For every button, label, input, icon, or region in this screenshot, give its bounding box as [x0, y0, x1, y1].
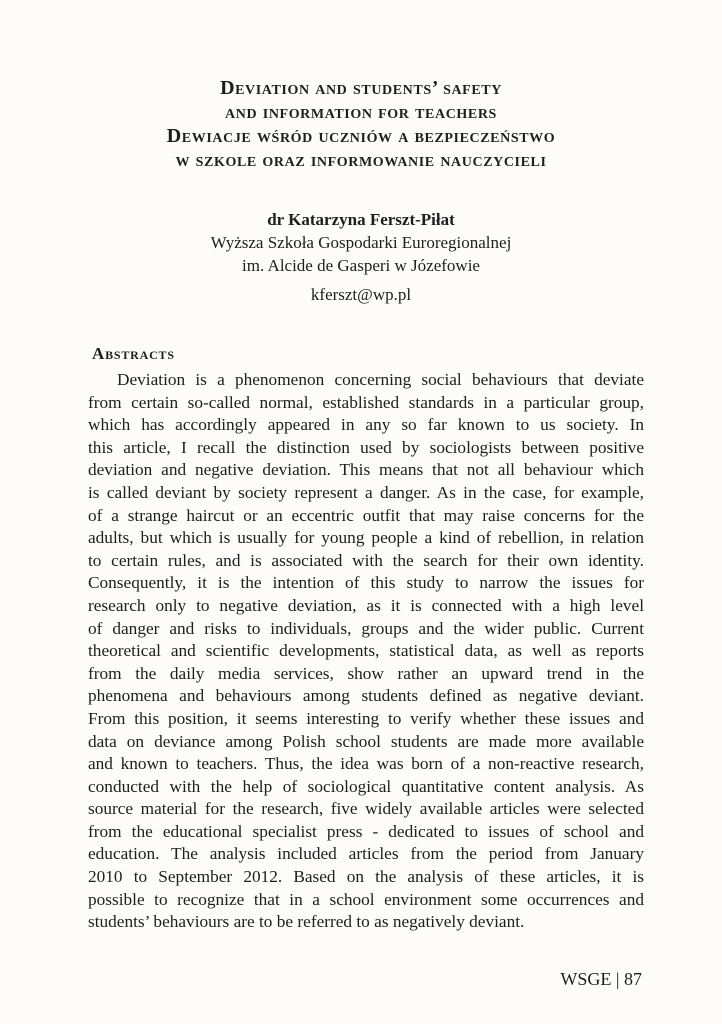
abstract-line: of a strange haircut or an eccentric outfit that may raise concerns for the: [88, 505, 644, 525]
abstract-line: from the educational specialist press - dedicated to issues of school and: [88, 821, 644, 841]
abstract-line: From this position, it seems interesting to verify whether these issues and: [88, 708, 644, 728]
abstract-line: Deviation is a phenomenon concerning social behaviours that deviate: [117, 370, 644, 389]
author-email: kferszt@wp.pl: [310, 285, 412, 304]
abstract-line: conducted with the help of sociological quantitative content analysis. As: [88, 776, 644, 796]
article-title: [60, 76, 662, 172]
affiliation-line-1: Wyższa Szkoła Gospodarki Euroregionalnej: [210, 233, 512, 252]
title-line-english-1: Deviation and students’ safety: [220, 77, 502, 99]
abstract-body: [88, 369, 644, 934]
title-line-polish-1: Dewiacje wśród uczniów a bezpieczeństwo: [166, 125, 556, 147]
affiliation-line-2: im. Alcide de Gasperi w Józefowie: [242, 256, 480, 275]
abstract-line: Consequently, it is the intention of this study to narrow the issues for: [88, 573, 644, 593]
abstract-line: source material for the research, five widely available articles were selected: [88, 799, 644, 819]
title-line-english-2: and information for teachers: [225, 101, 497, 123]
abstract-line: from the daily media services, show rather an upward trend in the: [88, 663, 644, 683]
abstract-line: adults, but which is usually for young people a kind of rebellion, in relation: [88, 528, 644, 548]
author-name: dr Katarzyna Ferszt-Piłat: [267, 210, 455, 229]
abstract-line: is called deviant by society represent a danger. As in the case, for example,: [88, 482, 644, 502]
abstract-line: this article, I recall the distinction used by sociologists between positive: [88, 437, 644, 457]
abstract-line: education. The analysis included articles from the period from January: [88, 844, 644, 864]
abstract-line: 2010 to September 2012. Based on the analysis of these articles, it is: [88, 867, 644, 887]
title-line-polish-2: w szkole oraz informowanie nauczycieli: [175, 149, 547, 171]
abstract-line: theoretical and scientific developments, statistical data, as well as reports: [88, 641, 644, 661]
abstract-line: which has accordingly appeared in any so far known to us society. In: [88, 415, 644, 435]
abstract-line: phenomena and behaviours among students defined as negative deviant.: [88, 686, 644, 706]
abstract-line: possible to recognize that in a school environment some occurrences and: [88, 889, 644, 909]
abstract-line: from certain so-called normal, established standards in a particular group,: [88, 392, 644, 412]
page-folio: WSGE | 87: [560, 969, 642, 989]
abstract-line: and known to teachers. Thus, the idea was born of a non-reactive research,: [88, 754, 644, 774]
abstract-line: data on deviance among Polish school students are made more available: [88, 731, 644, 751]
abstract-line: to certain rules, and is associated with the search for their own identity.: [88, 550, 644, 570]
abstract-line: of danger and risks to individuals, groups and the wider public. Current: [88, 618, 644, 638]
abstract-line: deviation and negative deviation. This means that not all behaviour which: [88, 460, 644, 480]
abstract-line: research only to negative deviation, as it is connected with a high level: [88, 595, 644, 615]
abstract-line: students’ behaviours are to be referred to as negatively deviant.: [88, 912, 525, 932]
abstract-heading: Abstracts: [92, 344, 175, 363]
author-block: [60, 208, 662, 306]
